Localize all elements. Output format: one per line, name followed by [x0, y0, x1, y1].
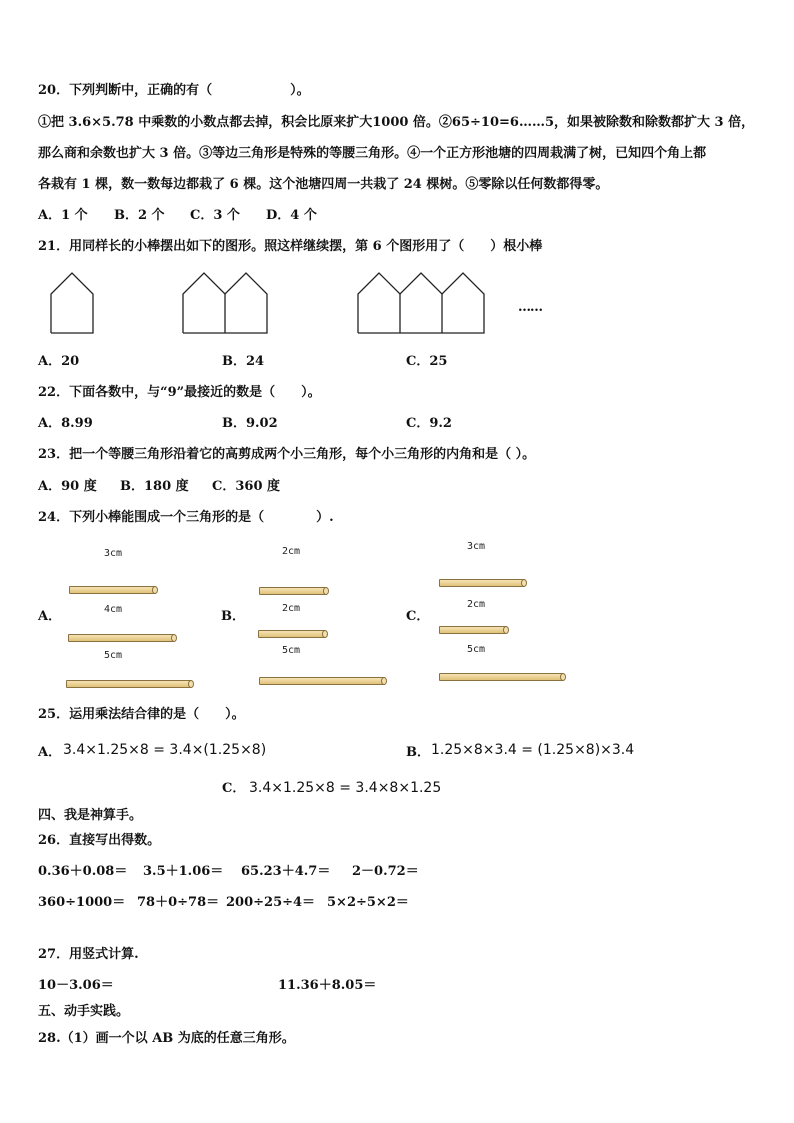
- stick-label: 4cm: [104, 604, 123, 615]
- q26-item: 3.5＋1.06＝: [143, 864, 224, 879]
- q27-item: 10－3.06＝: [38, 978, 114, 993]
- q23-option-c: C．360 度: [212, 479, 281, 494]
- q20-option-a: A．1 个: [38, 208, 88, 223]
- q25-option-a-expression: 3.4×1.25×8 = 3.4×(1.25×8): [63, 742, 267, 758]
- stick-label: 2cm: [282, 546, 301, 557]
- q20-line3: 各栽有 1 棵，数一数每边都栽了 6 棵。这个池塘四周一共栽了 24 棵树。⑤零除以任何数都得零。: [38, 177, 609, 192]
- section-4-heading: 四、我是神算手。: [38, 808, 143, 823]
- stick-c-1: [439, 579, 525, 587]
- q24-stem: 24．下列小棒能围成一个三角形的是（ ）.: [38, 510, 334, 525]
- q21-stem: 21．用同样长的小棒摆出如下的图形。照这样继续摆，第 6 个图形用了（ ）根小棒: [38, 239, 543, 254]
- q26-item: 65.23＋4.7＝: [241, 864, 331, 879]
- house-figure-3: [357, 272, 489, 334]
- q26-item: 2－0.72＝: [352, 864, 419, 879]
- q22-option-b: B．9.02: [222, 416, 278, 431]
- stick-c-2: [439, 626, 507, 634]
- q24-option-a: A．: [38, 609, 62, 624]
- q25-option-b-expression: 1.25×8×3.4 = (1.25×8)×3.4: [431, 742, 635, 758]
- house-figure-1: [50, 272, 96, 334]
- stick-label: 3cm: [467, 541, 486, 552]
- q20-line1: ①把 3.6×5.78 中乘数的小数点都去掉，积会比原来扩大1000 倍。②65÷10=6……5，如果被除数和除数都扩大 3 倍，: [38, 115, 755, 130]
- q25-option-b-letter: B．: [406, 745, 430, 760]
- q26-stem: 26．直接写出得数。: [38, 833, 161, 848]
- q20-option-c: C．3 个: [190, 208, 240, 223]
- q20-stem: 20．下列判断中，正确的有（ ）。: [38, 83, 310, 98]
- q21-option-a: A．20: [38, 354, 80, 369]
- stick-label: 5cm: [104, 650, 123, 661]
- stick-label: 5cm: [282, 645, 301, 656]
- stick-label: 3cm: [104, 548, 123, 559]
- q22-stem: 22．下面各数中，与“9”最接近的数是（ ）。: [38, 385, 321, 400]
- q20-line2: 那么商和余数也扩大 3 倍。③等边三角形是特殊的等腰三角形。④一个正方形池塘的四周栽满了树，已知四个角上都: [38, 146, 707, 161]
- house-figure-2: [182, 272, 272, 334]
- q24-option-c: C．: [406, 609, 430, 624]
- stick-label: 2cm: [282, 603, 301, 614]
- stick-label: 2cm: [467, 599, 486, 610]
- q25-stem: 25．运用乘法结合律的是（ ）。: [38, 707, 245, 722]
- q23-option-b: B．180 度: [120, 479, 189, 494]
- q20-option-b: B．2 个: [114, 208, 165, 223]
- q25-option-c-expression: 3.4×1.25×8 = 3.4×8×1.25: [249, 780, 442, 796]
- q21-ellipsis: ……: [518, 300, 542, 315]
- q26-item: 78＋0÷78＝: [137, 895, 220, 910]
- stick-a-1: [69, 586, 156, 594]
- stick-b-2: [258, 630, 326, 638]
- q24-option-b: B．: [221, 609, 245, 624]
- q27-item: 11.36＋8.05＝: [278, 978, 377, 993]
- q26-item: 200÷25÷4＝: [226, 895, 316, 910]
- q22-option-c: C．9.2: [406, 416, 452, 431]
- section-5-heading: 五、动手实践。: [38, 1004, 130, 1019]
- stick-b-3: [259, 677, 385, 685]
- stick-b-1: [259, 587, 327, 595]
- q22-option-a: A．8.99: [38, 416, 93, 431]
- stick-a-2: [68, 634, 175, 642]
- q21-option-b: B．24: [222, 354, 265, 369]
- q25-option-c-letter: C．: [222, 781, 246, 796]
- q21-option-c: C．25: [406, 354, 448, 369]
- stick-label: 5cm: [467, 644, 486, 655]
- q26-item: 360÷1000＝: [38, 895, 126, 910]
- q26-item: 0.36＋0.08＝: [38, 864, 128, 879]
- q23-option-a: A．90 度: [38, 479, 97, 494]
- q23-stem: 23．把一个等腰三角形沿着它的高剪成两个小三角形，每个小三角形的内角和是（ ）。: [38, 447, 536, 462]
- q28-stem: 28.（1）画一个以 AB 为底的任意三角形。: [38, 1031, 295, 1046]
- stick-c-3: [439, 673, 564, 681]
- q27-stem: 27．用竖式计算.: [38, 947, 139, 962]
- q25-option-a-letter: A．: [38, 745, 62, 760]
- q26-item: 5×2÷5×2＝: [327, 895, 409, 910]
- stick-a-3: [66, 680, 192, 688]
- q20-option-d: D．4 个: [266, 208, 317, 223]
